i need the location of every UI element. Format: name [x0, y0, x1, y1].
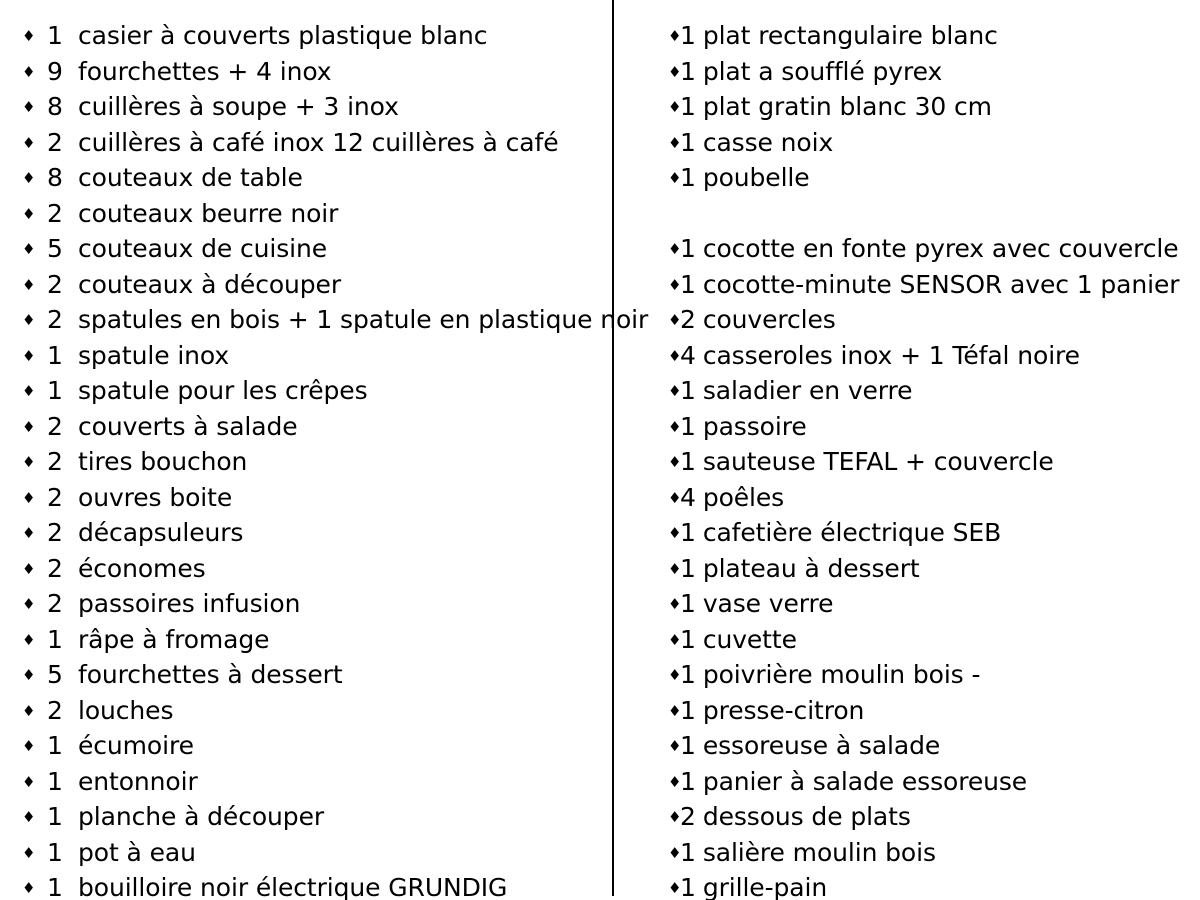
diamond-bullet-icon: ♦: [668, 311, 682, 329]
item-quantity: 1: [680, 660, 696, 689]
list-item: [615, 728, 1200, 764]
list-item: [0, 54, 610, 90]
item-quantity: 1: [680, 56, 696, 86]
column-divider: [612, 0, 614, 896]
list-item: [615, 551, 1200, 587]
item-quantity: 5: [47, 234, 63, 263]
item-quantity: 1: [47, 731, 63, 760]
list-item: [0, 480, 610, 516]
item-label: râpe à fromage: [78, 624, 270, 654]
item-label: couteaux à découper: [78, 269, 342, 299]
item-label: planche à découper: [78, 802, 325, 831]
item-quantity: 1: [47, 376, 63, 405]
item-label: cocotte en fonte pyrex avec couvercle: [702, 234, 1179, 263]
list-item: [615, 515, 1200, 551]
item-quantity: 1: [47, 802, 63, 831]
item-quantity: 2: [47, 553, 63, 583]
list-item: [0, 799, 610, 835]
list-item: [615, 267, 1200, 303]
item-quantity: 1: [680, 269, 696, 299]
item-label: panier à salade essoreuse: [702, 766, 1028, 796]
diamond-bullet-icon: ♦: [22, 666, 36, 684]
diamond-bullet-icon: ♦: [668, 488, 682, 507]
list-item: [615, 338, 1200, 374]
diamond-bullet-icon: ♦: [22, 488, 36, 507]
diamond-bullet-icon: ♦: [22, 62, 36, 81]
diamond-bullet-icon: ♦: [668, 346, 682, 365]
item-quantity: 1: [680, 518, 696, 547]
item-label: passoires infusion: [78, 589, 301, 618]
list-item: [0, 515, 610, 551]
diamond-bullet-icon: ♦: [668, 417, 682, 436]
item-quantity: 1: [680, 731, 696, 760]
item-quantity: 1: [680, 92, 696, 121]
item-label: cuillères à café inox 12 cuillères à café: [78, 127, 559, 157]
item-quantity: 1: [47, 21, 63, 50]
item-label: tires bouchon: [78, 447, 248, 476]
list-item: [615, 89, 1200, 125]
list-item: [615, 835, 1200, 871]
item-label: poêles: [702, 482, 785, 512]
item-label: cuvette: [702, 624, 797, 654]
list-item: [615, 586, 1200, 622]
item-quantity: 1: [680, 163, 696, 192]
item-quantity: 2: [47, 127, 63, 157]
diamond-bullet-icon: ♦: [22, 808, 36, 826]
item-quantity: 1: [47, 766, 63, 796]
item-label: couteaux de table: [78, 163, 303, 192]
diamond-bullet-icon: ♦: [668, 595, 682, 613]
item-quantity: 1: [680, 624, 696, 654]
item-label: louches: [78, 695, 174, 725]
diamond-bullet-icon: ♦: [22, 382, 36, 400]
list-item: [0, 693, 610, 729]
diamond-bullet-icon: ♦: [22, 169, 36, 187]
list-item: [615, 231, 1200, 267]
item-label: couteaux de cuisine: [78, 234, 328, 263]
list-item: [0, 870, 610, 900]
diamond-bullet-icon: ♦: [668, 382, 682, 400]
item-quantity: 9: [47, 56, 63, 86]
item-label: entonnoir: [78, 766, 198, 796]
diamond-bullet-icon: ♦: [668, 772, 682, 791]
list-item: [615, 373, 1200, 409]
diamond-bullet-icon: ♦: [22, 843, 36, 862]
list-item: [0, 586, 610, 622]
item-quantity: 1: [680, 376, 696, 405]
diamond-bullet-icon: ♦: [22, 453, 36, 471]
item-quantity: 4: [680, 482, 696, 512]
diamond-bullet-icon: ♦: [22, 772, 36, 791]
list-item: [0, 728, 610, 764]
list-item: [615, 657, 1200, 693]
list-item: [0, 409, 610, 445]
item-label: spatule inox: [78, 340, 230, 370]
item-label: spatules en bois + 1 spatule en plastique noir: [78, 305, 649, 334]
list-item: [0, 764, 610, 800]
diamond-bullet-icon: ♦: [22, 240, 36, 258]
diamond-bullet-icon: ♦: [22, 737, 36, 755]
item-label: fourchettes + 4 inox: [78, 56, 332, 86]
diamond-bullet-icon: ♦: [22, 133, 36, 152]
item-label: fourchettes à dessert: [78, 660, 343, 689]
item-label: couverts à salade: [78, 411, 298, 441]
list-item: [0, 373, 610, 409]
item-quantity: 1: [680, 589, 696, 618]
item-quantity: 2: [47, 518, 63, 547]
item-label: plateau à dessert: [702, 553, 920, 583]
list-item: [0, 160, 610, 196]
item-label: cocotte-minute SENSOR avec 1 panier: [702, 269, 1180, 299]
diamond-bullet-icon: ♦: [22, 595, 36, 613]
diamond-bullet-icon: ♦: [22, 879, 36, 897]
item-label: cafetière électrique SEB: [702, 518, 1002, 547]
item-label: décapsuleurs: [78, 518, 244, 547]
item-label: pot à eau: [78, 837, 196, 867]
list-item: [615, 18, 1200, 54]
list-item: [615, 444, 1200, 480]
item-quantity: 1: [680, 234, 696, 263]
list-item: [615, 409, 1200, 445]
diamond-bullet-icon: ♦: [668, 559, 682, 578]
diamond-bullet-icon: ♦: [668, 879, 682, 897]
item-label: spatule pour les crêpes: [78, 376, 368, 405]
item-label: plat a soufflé pyrex: [702, 56, 943, 86]
item-quantity: 1: [680, 766, 696, 796]
diamond-bullet-icon: ♦: [668, 453, 682, 471]
list-item: [0, 338, 610, 374]
list-item: [0, 125, 610, 161]
item-quantity: 5: [47, 660, 63, 689]
diamond-bullet-icon: ♦: [668, 737, 682, 755]
diamond-bullet-icon: ♦: [668, 701, 682, 720]
diamond-bullet-icon: ♦: [22, 346, 36, 365]
item-label: plat gratin blanc 30 cm: [702, 92, 992, 121]
item-quantity: 2: [680, 305, 696, 334]
item-quantity: 2: [680, 802, 696, 831]
item-quantity: 2: [47, 305, 63, 334]
diamond-bullet-icon: ♦: [668, 98, 682, 116]
diamond-bullet-icon: ♦: [668, 275, 682, 294]
item-quantity: 1: [680, 837, 696, 867]
diamond-bullet-icon: ♦: [668, 808, 682, 826]
item-label: casier à couverts plastique blanc: [78, 21, 488, 50]
diamond-bullet-icon: ♦: [22, 98, 36, 116]
right-inventory-column: [615, 0, 1200, 900]
item-label: cuillères à soupe + 3 inox: [78, 92, 399, 121]
diamond-bullet-icon: ♦: [22, 417, 36, 436]
diamond-bullet-icon: ♦: [668, 169, 682, 187]
diamond-bullet-icon: ♦: [668, 27, 682, 45]
item-label: ouvres boite: [78, 482, 233, 512]
item-label: salière moulin bois: [702, 837, 936, 867]
diamond-bullet-icon: ♦: [668, 630, 682, 649]
diamond-bullet-icon: ♦: [22, 311, 36, 329]
item-quantity: 2: [47, 589, 63, 618]
item-label: passoire: [702, 411, 807, 441]
diamond-bullet-icon: ♦: [22, 630, 36, 649]
item-quantity: 1: [680, 553, 696, 583]
item-label: poubelle: [702, 163, 810, 192]
diamond-bullet-icon: ♦: [668, 62, 682, 81]
list-item: [0, 267, 610, 303]
list-item: [0, 657, 610, 693]
list-item: [0, 835, 610, 871]
item-quantity: 8: [47, 92, 63, 121]
diamond-bullet-icon: ♦: [22, 524, 36, 542]
diamond-bullet-icon: ♦: [668, 133, 682, 152]
list-item: [0, 196, 610, 232]
item-quantity: 4: [680, 340, 696, 370]
list-item: [0, 444, 610, 480]
diamond-bullet-icon: ♦: [22, 559, 36, 578]
list-item: [0, 622, 610, 658]
list-item: [615, 125, 1200, 161]
list-item: [615, 764, 1200, 800]
item-quantity: 2: [47, 411, 63, 441]
item-quantity: 1: [680, 695, 696, 725]
list-item: [0, 18, 610, 54]
item-label: essoreuse à salade: [702, 731, 941, 760]
clipped-top-row: [0, 0, 610, 18]
diamond-bullet-icon: ♦: [668, 666, 682, 684]
diamond-bullet-icon: ♦: [22, 204, 36, 223]
list-item: [615, 693, 1200, 729]
list-item: [0, 551, 610, 587]
list-item: [615, 480, 1200, 516]
list-item: [615, 870, 1200, 900]
item-quantity: 1: [680, 21, 696, 50]
diamond-bullet-icon: ♦: [668, 240, 682, 258]
item-label: couteaux beurre noir: [78, 198, 339, 228]
item-quantity: 1: [47, 873, 63, 900]
item-quantity: 8: [47, 163, 63, 192]
item-quantity: 2: [47, 198, 63, 228]
item-quantity: 2: [47, 482, 63, 512]
item-quantity: 1: [680, 447, 696, 476]
item-label: plat rectangulaire blanc: [702, 21, 998, 50]
diamond-bullet-icon: ♦: [22, 701, 36, 720]
item-label: grille-pain: [702, 873, 828, 900]
diamond-bullet-icon: ♦: [22, 275, 36, 294]
item-quantity: 1: [680, 411, 696, 441]
item-label: saladier en verre: [702, 376, 913, 405]
item-label: bouilloire noir électrique GRUNDIG: [78, 873, 508, 900]
list-item: [615, 302, 1200, 338]
diamond-bullet-icon: ♦: [668, 843, 682, 862]
item-label: casseroles inox + 1 Téfal noire: [702, 340, 1080, 370]
item-label: couvercles: [702, 305, 836, 334]
list-item: [615, 622, 1200, 658]
clipped-top-row: [615, 0, 1200, 18]
item-quantity: 1: [47, 340, 63, 370]
item-quantity: 1: [47, 624, 63, 654]
item-label: presse-citron: [702, 695, 865, 725]
item-label: écumoire: [78, 731, 194, 760]
list-item: [0, 302, 649, 338]
list-item: [615, 160, 1200, 196]
item-quantity: 2: [47, 695, 63, 725]
diamond-bullet-icon: ♦: [22, 27, 36, 45]
item-label: vase verre: [702, 589, 834, 618]
list-item: [0, 231, 610, 267]
item-label: sauteuse TEFAL + couvercle: [702, 447, 1054, 476]
item-quantity: 2: [47, 269, 63, 299]
item-label: poivrière moulin bois -: [702, 660, 981, 689]
list-item: [615, 54, 1200, 90]
item-quantity: 1: [47, 837, 63, 867]
item-quantity: 2: [47, 447, 63, 476]
item-label: casse noix: [702, 127, 834, 157]
list-item: [0, 89, 610, 125]
item-label: économes: [78, 553, 206, 583]
item-label: dessous de plats: [702, 802, 911, 831]
item-quantity: 1: [680, 873, 696, 900]
item-quantity: 1: [680, 127, 696, 157]
list-item: [615, 799, 1200, 835]
diamond-bullet-icon: ♦: [668, 524, 682, 542]
